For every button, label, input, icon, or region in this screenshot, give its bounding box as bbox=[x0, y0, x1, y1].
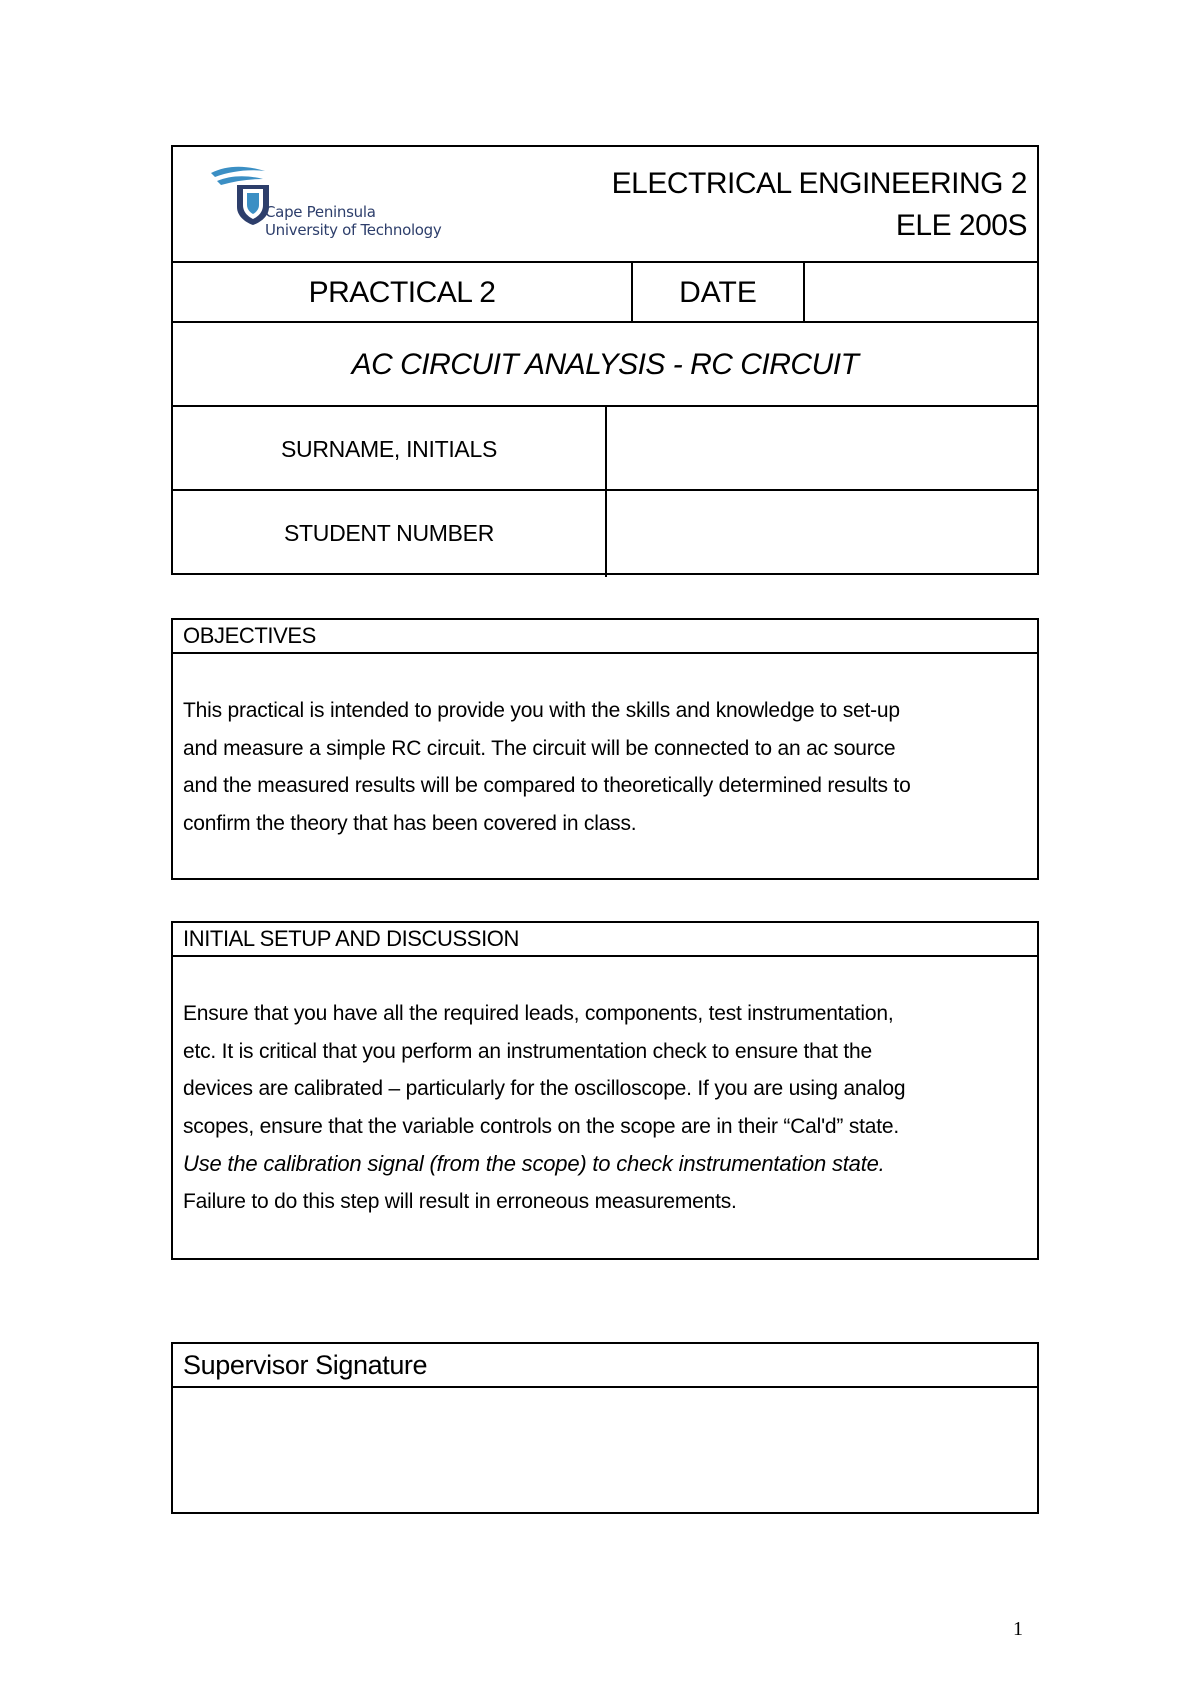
surname-label: SURNAME, INITIALS bbox=[281, 436, 497, 462]
setup-line: scopes, ensure that the variable controls on the scope are in their “Cal'd” state. bbox=[183, 1114, 900, 1138]
setup-line: Failure to do this step will result in erroneous measurements. bbox=[183, 1189, 737, 1213]
student-number-field[interactable] bbox=[607, 491, 1037, 573]
student-number-label: STUDENT NUMBER bbox=[283, 520, 495, 546]
setup-section bbox=[171, 921, 1039, 1260]
objectives-heading: OBJECTIVES bbox=[173, 620, 1037, 654]
header-table bbox=[171, 145, 1039, 575]
objectives-line: This practical is intended to provide you with the skills and knowledge to set-up bbox=[183, 699, 900, 722]
objectives-line: and the measured results will be compared to theoretically determined results to bbox=[183, 774, 911, 797]
setup-line: devices are calibrated – particularly for the oscilloscope. If you are using analog bbox=[183, 1077, 906, 1100]
objectives-line: and measure a simple RC circuit. The circuit will be connected to an ac source bbox=[183, 736, 896, 760]
university-logo bbox=[209, 163, 442, 239]
setup-italic-line: Use the calibration signal (from the scope) to check instrumentation state. bbox=[183, 1151, 885, 1176]
page-number: 1 bbox=[1013, 1618, 1023, 1640]
surname-field[interactable] bbox=[607, 407, 1037, 489]
signature-field[interactable] bbox=[173, 1388, 1037, 1512]
setup-line: Ensure that you have all the required leads, components, test instrumentation, bbox=[183, 1002, 894, 1025]
course-name: ELECTRICAL ENGINEERING 2 bbox=[611, 167, 1027, 200]
setup-text bbox=[183, 995, 1027, 1220]
date-field[interactable] bbox=[805, 263, 1037, 321]
logo-line-2: University of Technology bbox=[265, 221, 442, 239]
signature-heading: Supervisor Signature bbox=[173, 1344, 1037, 1388]
objectives-section bbox=[171, 618, 1039, 880]
practical-label: PRACTICAL 2 bbox=[308, 276, 496, 309]
practical-title: AC CIRCUIT ANALYSIS - RC CIRCUIT bbox=[351, 348, 859, 381]
date-label: DATE bbox=[679, 276, 757, 309]
objectives-line: confirm the theory that has been covered in class. bbox=[183, 811, 637, 835]
signature-section bbox=[171, 1342, 1039, 1514]
logo-line-1: Cape Peninsula bbox=[265, 203, 376, 221]
course-code: ELE 200S bbox=[895, 209, 1027, 242]
setup-heading: INITIAL SETUP AND DISCUSSION bbox=[173, 923, 1037, 957]
setup-line: etc. It is critical that you perform an instrumentation check to ensure that the bbox=[183, 1039, 873, 1063]
objectives-text bbox=[183, 692, 1027, 842]
